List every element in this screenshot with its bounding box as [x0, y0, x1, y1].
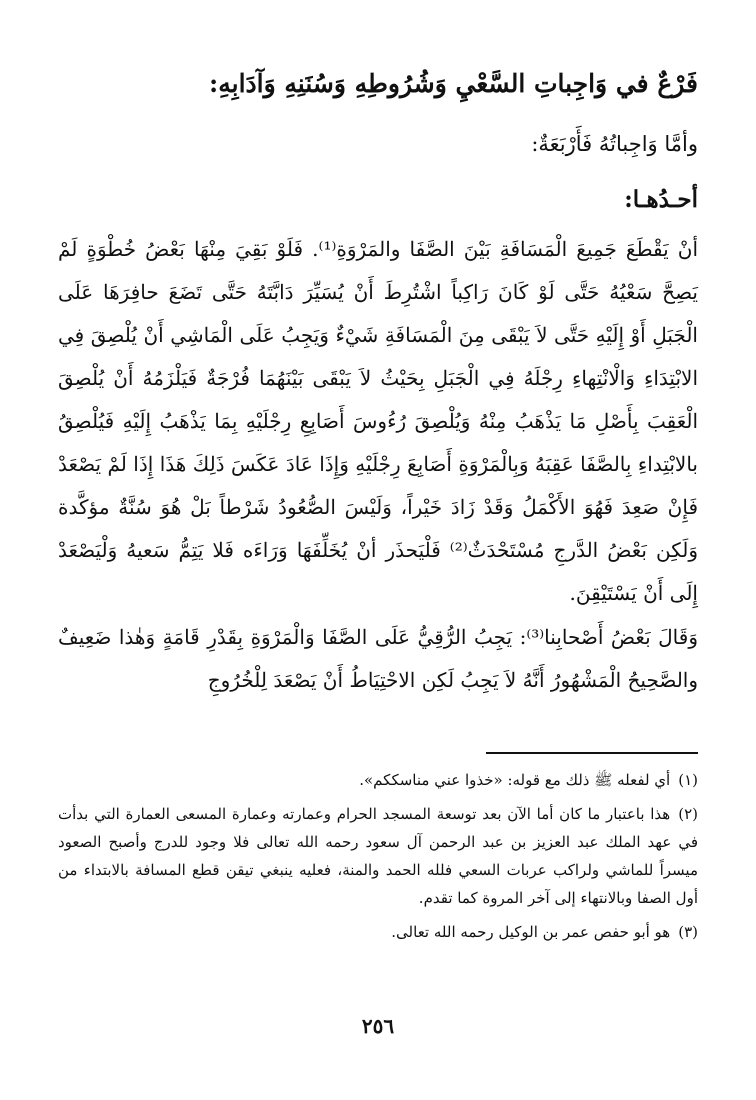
footnote-text: هذا باعتبار ما كان أما الآن بعد توسعة المسجد الحرام وعمارته وعمارة المسعى العمارة التي بدأت في عهد الملك عبد العزيز بن عبد الرحمن آل سعود رحمه الله تعالى فلا وجود للدرج وأصبح الصعود ميسراً للماشي ولراكب عربات السعي فلله الحمد والمنة، فعليه ينبغي تيقن قطع المسافة بالابتداء من أول الصفا وبالانتهاء إلى آخر المروة كما تقدم.: [58, 805, 698, 907]
footnote-text: أي لفعله ﷺ ذلك مع قوله: «خذوا عني مناسككم».: [359, 771, 671, 789]
footnote-2: [58, 800, 698, 912]
page-number: ٢٥٦: [361, 1014, 395, 1038]
intro-line: وأمَّا وَاجِباتُهُ فَأَرْبَعَةٌ:: [531, 132, 698, 156]
footnote-number: (٣): [678, 923, 698, 941]
body-paragraph: أنْ يَقْطَعَ جَمِيعَ الْمَسَافَةِ بَيْنَ الصَّفَا والمَرْوَةِ⁽¹⁾. فَلَوْ بَقِيَ مِنْهَا بَعْضُ خُطْوَةٍ لَمْ يَصِحَّ سَعْيُهُ حَتَّى لَوْ كَانَ رَاكِباً اشْتُرِطَ أَنْ يُسَيِّرَ دَابَّتَهُ حَتَّى تَضَعَ حافِرَهَا عَلَى الْجَبَلِ أَوْ إِلَيْهِ حَتَّى لاَ يَبْقَى مِنَ الْمَسَافَةِ شَيْءٌ وَيَجِبُ عَلَى الْمَاشِي أَنْ يُلْصِقَ فِي الابْتِدَاءِ وَالْانْتِهاءِ رِجْلَهُ فِي الْجَبَلِ بِحَيْثُ لاَ يَبْقَى بَيْنَهُمَا فُرْجَةٌ فَيَلْزَمُهُ أَنْ يُلْصِقَ الْعَقِبَ بِأَصْلِ مَا يَذْهَبُ مِنْهُ وَيُلْصِقَ رُءُوسَ أَصَابِعِ رِجْلَيْهِ بِمَا يَذْهَبُ إِلَيْهِ فَيُلْصِقُ بالابْتِداءِ بِالصَّفَا عَقِبَهُ وَبِالْمَرْوَةِ أَصَابِعَ رِجْلَيْهِ وَإِذَا عَادَ عَكَسَ ذَلِكَ هَذَا إِذَا لَمْ يَصْعَدْ فَإِنْ صَعِدَ فَهُوَ الأَكْمَلُ وَقَدْ زَادَ خَيْراً، وَلَيْسَ الصُّعُودُ شَرْطاً بَلْ هُوَ سُنَّةٌ مؤكَّدة وَلَكِن بَعْضُ الدَّرجِ مُسْتَحْدَثٌ⁽²⁾ فَلْيَحذَر أنْ يُخَلِّفَهَا وَرَاءَه فَلا يَتِمُّ سَعيهُ وَلْيَصْعَدْ إِلَى أَنْ يَسْتَيْقِنَ.: [58, 237, 698, 605]
footnote-1: [58, 766, 698, 794]
footnote-number: (١): [678, 771, 698, 789]
first-obligation-label: أحـدُهـا:: [624, 186, 698, 213]
footnote-3: [58, 918, 698, 946]
footnote-text: هو أبو حفص عمر بن الوكيل رحمه الله تعالى.: [391, 923, 671, 941]
footnote-number: (٢): [678, 805, 698, 823]
body-paragraph: وَقَالَ بَعْضُ أَصْحابِنا⁽³⁾: يَجِبُ الرُّقِيُّ عَلَى الصَّفَا وَالْمَرْوَةِ بِقَدْرِ قَامَةٍ وَهٰذا ضَعِيفٌ والصَّحِيحُ الْمَشْهُورُ أَنَّهُ لاَ يَجِبُ لَكِن الاحْتِيَاطُ أَنْ يَصْعَدَ لِلْخُرُوجِ: [58, 625, 698, 692]
section-heading: فَرْعٌ في وَاجِباتِ السَّعْيِ وَشُرُوطِهِ وَسُنَنِهِ وَآدَابِهِ:: [209, 69, 698, 98]
footnote-separator: [486, 752, 698, 754]
footnotes: [58, 766, 698, 952]
